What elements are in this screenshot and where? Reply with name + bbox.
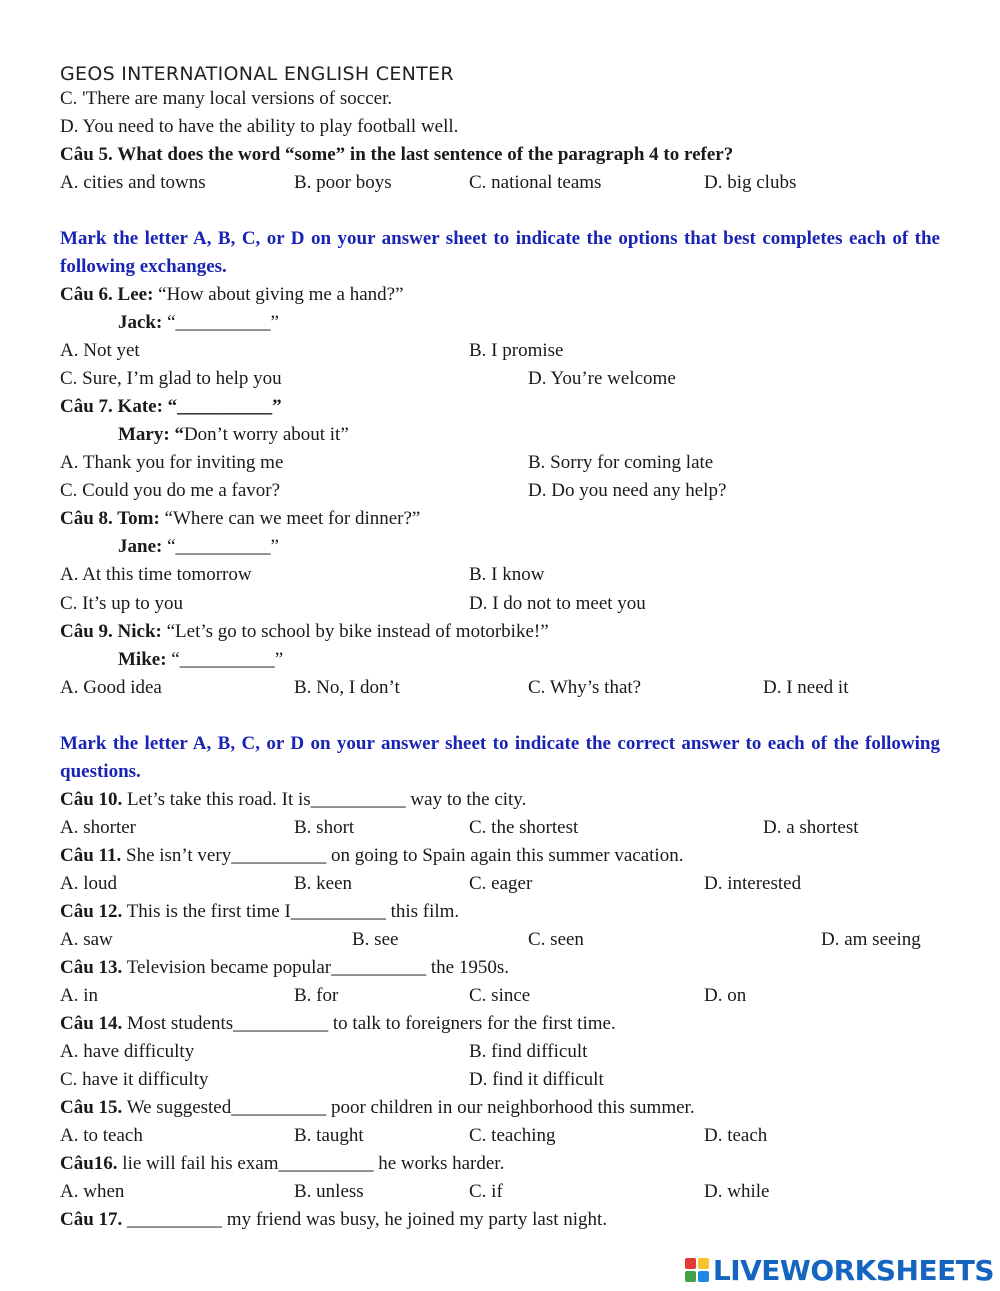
q8-options-ab: [60, 561, 960, 589]
q4-option-c: C. 'There are many local versions of soccer.: [60, 88, 393, 109]
q15-options: [60, 1122, 960, 1150]
q15-option-c: C. teaching: [469, 1125, 556, 1146]
question-6: Câu 6. Lee: “How about giving me a hand?”: [60, 284, 404, 305]
q10-option-c: C. the shortest: [469, 817, 579, 838]
instruction-questions: Mark the letter A, B, C, or D on your answer sheet to indicate the correct answer to each of the following questions.: [60, 733, 940, 782]
q9-response: Mike: “__________”: [118, 649, 284, 670]
q7-options-cd: [60, 477, 960, 505]
q7-option-b: B. Sorry for coming late: [528, 452, 714, 473]
q9-option-c: C. Why’s that?: [528, 677, 642, 698]
q16-option-b: B. unless: [294, 1181, 364, 1202]
q14-option-a: A. have difficulty: [60, 1041, 195, 1062]
q9-options: [60, 674, 960, 702]
logo-square-blue: [698, 1271, 709, 1282]
q13-option-d: D. on: [704, 985, 747, 1006]
q7-option-c: C. Could you do me a favor?: [60, 480, 281, 501]
q5-option-d: D. big clubs: [704, 172, 797, 193]
q5-option-c: C. national teams: [469, 172, 602, 193]
q16-option-a: A. when: [60, 1181, 125, 1202]
question-16: Câu16. lie will fail his exam__________ he works harder.: [60, 1153, 505, 1174]
q6-options-ab: [60, 337, 960, 365]
question-12: Câu 12. This is the first time I__________ this film.: [60, 901, 460, 922]
question-13: Câu 13. Television became popular__________ the 1950s.: [60, 957, 509, 978]
q9-option-b: B. No, I don’t: [294, 677, 400, 698]
q10-option-b: B. short: [294, 817, 355, 838]
q9-option-d: D. I need it: [763, 677, 849, 698]
q14-option-b: B. find difficult: [469, 1041, 588, 1062]
q16-option-d: D. while: [704, 1181, 770, 1202]
q6-option-a: A. Not yet: [60, 340, 140, 361]
question-11: Câu 11. She isn’t very__________ on going to Spain again this summer vacation.: [60, 845, 684, 866]
q12-options: [60, 926, 960, 954]
question-7: Câu 7. Kate: “__________”: [60, 396, 282, 417]
q8-option-a: A. At this time tomorrow: [60, 564, 252, 585]
q6-option-d: D. You’re welcome: [528, 368, 676, 389]
q11-option-d: D. interested: [704, 873, 802, 894]
q12-option-d: D. am seeing: [821, 929, 921, 950]
question-8: Câu 8. Tom: “Where can we meet for dinner?”: [60, 508, 421, 529]
logo-square-red: [685, 1258, 696, 1269]
q8-option-b: B. I know: [469, 564, 545, 585]
q10-option-a: A. shorter: [60, 817, 136, 838]
logo-square-green: [685, 1271, 696, 1282]
q13-option-c: C. since: [469, 985, 531, 1006]
q11-option-c: C. eager: [469, 873, 533, 894]
q6-options-cd: [60, 365, 960, 393]
q15-option-b: B. taught: [294, 1125, 364, 1146]
question-10: Câu 10. Let’s take this road. It is__________ way to the city.: [60, 789, 527, 810]
q14-options-ab: [60, 1038, 960, 1066]
q13-option-a: A. in: [60, 985, 98, 1006]
q5-options: [60, 169, 960, 197]
q15-option-d: D. teach: [704, 1125, 768, 1146]
q7-response: Mary: “Don’t worry about it”: [118, 424, 349, 445]
liveworksheets-logo[interactable]: [685, 1250, 994, 1290]
q12-option-c: C. seen: [528, 929, 584, 950]
q13-option-b: B. for: [294, 985, 339, 1006]
q12-option-a: A. saw: [60, 929, 113, 950]
logo-square-yellow: [698, 1258, 709, 1269]
q11-option-a: A. loud: [60, 873, 117, 894]
q5-option-a: A. cities and towns: [60, 172, 206, 193]
q8-option-c: C. It’s up to you: [60, 593, 183, 614]
page-header: GEOS INTERNATIONAL ENGLISH CENTER: [60, 63, 454, 85]
q10-options: [60, 814, 960, 842]
q14-options-cd: [60, 1066, 960, 1094]
q15-option-a: A. to teach: [60, 1125, 143, 1146]
q7-option-a: A. Thank you for inviting me: [60, 452, 284, 473]
q7-option-d: D. Do you need any help?: [528, 480, 727, 501]
question-14: Câu 14. Most students__________ to talk to foreigners for the first time.: [60, 1013, 616, 1034]
instruction-exchanges: Mark the letter A, B, C, or D on your answer sheet to indicate the options that best completes each of the following exchanges.: [60, 228, 940, 277]
q14-option-d: D. find it difficult: [469, 1069, 604, 1090]
q7-options-ab: [60, 449, 960, 477]
q4-option-d: D. You need to have the ability to play football well.: [60, 116, 459, 137]
q16-option-c: C. if: [469, 1181, 503, 1202]
q13-options: [60, 982, 960, 1010]
q8-options-cd: [60, 590, 960, 618]
question-9: Câu 9. Nick: “Let’s go to school by bike instead of motorbike!”: [60, 621, 549, 642]
logo-text: LIVEWORKSHEETS: [712, 1253, 994, 1287]
q12-option-b: B. see: [352, 929, 399, 950]
q6-option-b: B. I promise: [469, 340, 564, 361]
q11-options: [60, 870, 960, 898]
q10-option-d: D. a shortest: [763, 817, 859, 838]
q6-option-c: C. Sure, I’m glad to help you: [60, 368, 282, 389]
q5-option-b: B. poor boys: [294, 172, 392, 193]
q16-options: [60, 1178, 960, 1206]
question-15: Câu 15. We suggested__________ poor children in our neighborhood this summer.: [60, 1097, 695, 1118]
q8-option-d: D. I do not to meet you: [469, 593, 646, 614]
q11-option-b: B. keen: [294, 873, 353, 894]
q6-response: Jack: “__________”: [118, 312, 279, 333]
question-17: Câu 17. __________ my friend was busy, he joined my party last night.: [60, 1209, 608, 1230]
q14-option-c: C. have it difficulty: [60, 1069, 209, 1090]
q9-option-a: A. Good idea: [60, 677, 162, 698]
q8-response: Jane: “__________”: [118, 536, 279, 557]
liveworksheets-logo-icon: [685, 1258, 709, 1282]
question-5: Câu 5. What does the word “some” in the last sentence of the paragraph 4 to refer?: [60, 144, 734, 165]
